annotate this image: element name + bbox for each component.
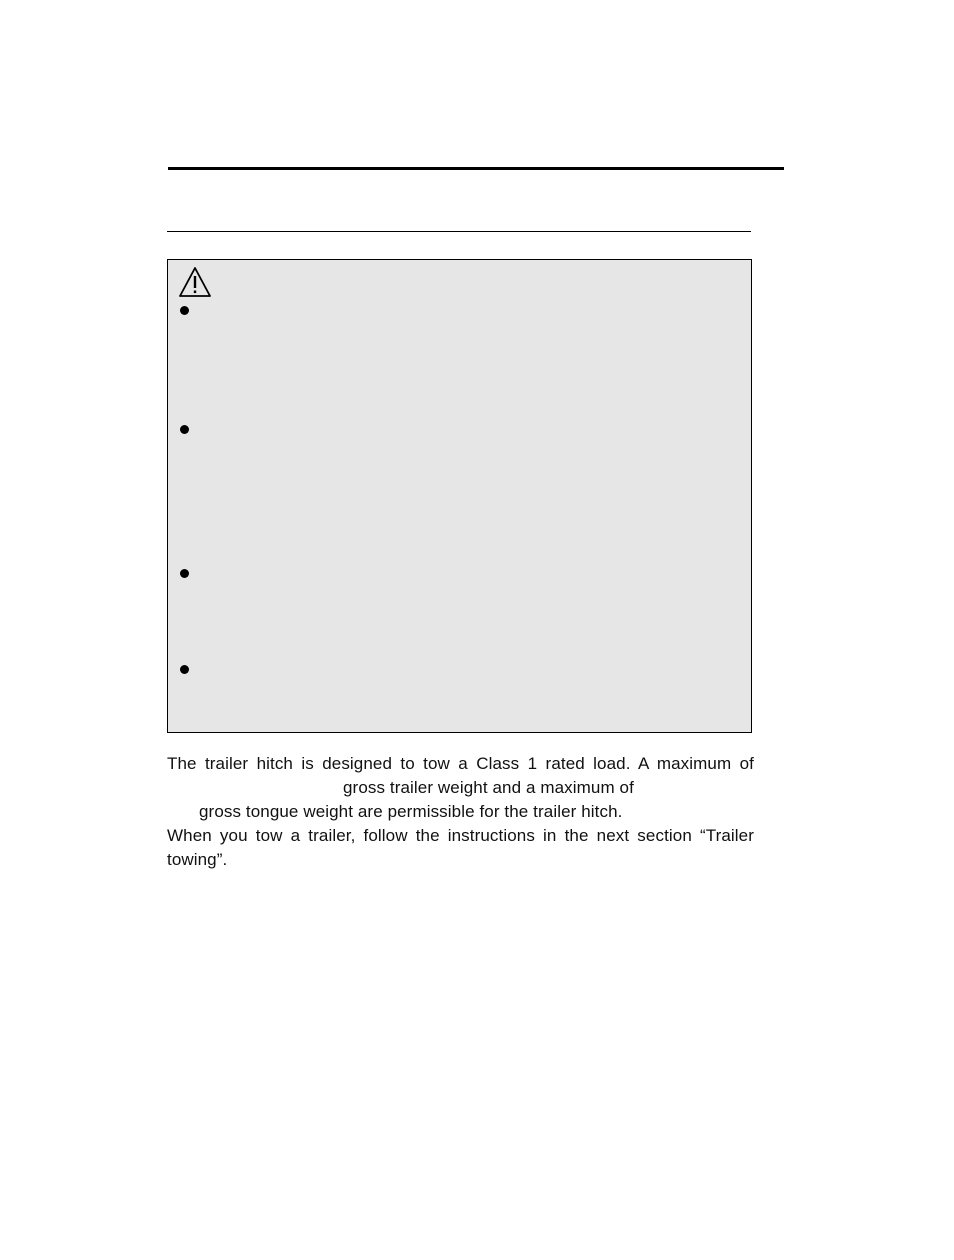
warning-bullet-4	[180, 665, 189, 674]
body-line-1: The trailer hitch is designed to tow a Class 1 rated load. A maximum of	[167, 754, 754, 773]
body-line-3: gross tongue weight are permissible for the trailer hitch.	[199, 802, 623, 821]
warning-triangle-icon	[178, 266, 212, 298]
section-rule-thin	[167, 231, 751, 232]
warning-bullet-2	[180, 425, 189, 434]
warning-bullet-1	[180, 306, 189, 315]
body-line-2: gross trailer weight and a maximum of	[343, 778, 634, 797]
header-rule-thick	[168, 167, 784, 170]
body-line-4: When you tow a trailer, follow the instructions in the next section “Trailer	[167, 826, 754, 845]
warning-box	[167, 259, 752, 733]
warning-bullet-3	[180, 569, 189, 578]
body-line-5: towing”.	[167, 850, 228, 869]
